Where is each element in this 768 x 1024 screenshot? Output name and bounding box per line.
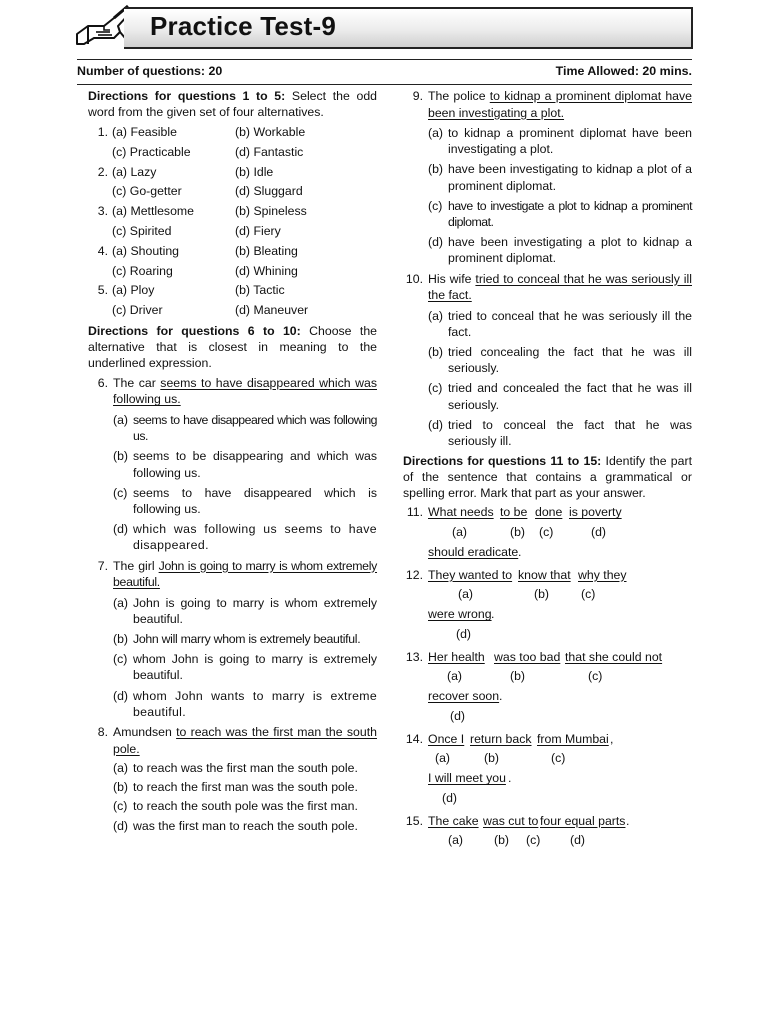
part-letter: (d): [450, 708, 466, 723]
sentence-end: .: [626, 813, 630, 828]
question-text: Amundsen: [113, 725, 177, 740]
sentence-part: were wrong: [428, 607, 492, 622]
option: [88, 448, 377, 480]
option-text: was the first man to reach the south pole.: [133, 818, 358, 833]
sentence-part: that she could not: [565, 649, 663, 664]
option: [403, 380, 692, 412]
part-letters: [428, 524, 692, 544]
option: (d) Maneuver: [235, 303, 309, 318]
part-letter: (c): [539, 524, 554, 539]
sentence-part: They wanted to: [428, 567, 513, 582]
option: (a) Feasible: [112, 125, 177, 139]
sentence-part: Her health: [428, 649, 485, 664]
time-allowed: Time Allowed: 20 mins.: [555, 64, 692, 78]
option: (b) Workable: [235, 125, 306, 139]
question-number: 8.: [97, 725, 108, 740]
part-letters: [428, 790, 692, 810]
question-text: His wife: [428, 271, 476, 286]
page-header: [74, 4, 692, 46]
option-letter: (b): [113, 780, 129, 795]
odd-row: [88, 242, 377, 262]
option-letter: (b): [113, 632, 129, 646]
option: (d) Whining: [235, 263, 298, 278]
odd-row: [88, 143, 377, 163]
sentence-comma: ,: [610, 731, 614, 746]
option-text: tried to conceal that he was seriously ill the fact.: [448, 308, 692, 339]
sentence-end: .: [491, 607, 495, 622]
part-letter: (b): [494, 833, 510, 848]
sentence-line: [428, 606, 692, 626]
option: [88, 818, 377, 834]
option: (c) Roaring: [112, 263, 173, 278]
num-questions: Number of questions: 20: [77, 64, 223, 78]
directions-6-10: [88, 323, 377, 371]
option: (c) Practicable: [112, 144, 191, 159]
part-letter: (c): [526, 833, 541, 848]
question-15: [403, 813, 692, 853]
question-number: 6.: [97, 375, 108, 390]
option: (c) Spirited: [112, 223, 172, 238]
part-letter: (b): [510, 669, 526, 684]
option: (c) Driver: [112, 303, 163, 318]
question-text: The car: [113, 375, 161, 390]
option: [88, 412, 377, 444]
part-letter: (b): [484, 751, 500, 766]
option: (b) Idle: [235, 164, 274, 179]
sentence-end: .: [508, 771, 512, 786]
option: [88, 631, 377, 647]
question-number: 7.: [97, 558, 108, 573]
option: [88, 779, 377, 795]
sentence-part: four equal parts: [540, 813, 626, 828]
odd-row: [88, 202, 377, 222]
question-number: 2.: [97, 164, 108, 179]
option-letter: (b): [113, 449, 129, 464]
directions-heading: Directions for questions 11 to 15:: [403, 454, 602, 469]
question-number: 15.: [405, 813, 423, 828]
option-letter: (a): [113, 412, 129, 427]
sentence-part: know that: [518, 567, 571, 582]
option: (b) Bleating: [235, 243, 298, 258]
directions-1-5: [88, 88, 377, 120]
option: (d) Sluggard: [235, 184, 303, 199]
sentence-part: return back: [470, 731, 532, 746]
question-number: 1.: [97, 125, 108, 139]
question-11: [403, 504, 692, 564]
option-text: to kidnap a prominent diplomat have been investigating a plot.: [448, 126, 692, 157]
part-letter: (c): [581, 587, 596, 602]
option: (a) Mettlesome: [112, 204, 195, 219]
directions-text: Identify the part of the sentence that contains a grammatical or spelling error. Mark that part as your answer.: [403, 454, 692, 501]
option-text: whom John is going to marry is extremely beautiful.: [133, 652, 377, 683]
option-letter: (d): [113, 522, 129, 537]
option: (d) Fiery: [235, 223, 281, 238]
sentence-line: [428, 649, 692, 669]
option: [88, 798, 377, 814]
underlined-expression: John is going to marry is whom extremely beautiful.: [113, 558, 378, 590]
odd-row: [88, 262, 377, 282]
option-text: to reach the first man was the south pole.: [133, 780, 358, 795]
sentence-part: is poverty: [569, 505, 622, 520]
question-text: The girl: [113, 558, 159, 573]
question-number: 3.: [97, 204, 108, 219]
part-letters: [428, 832, 692, 852]
part-letters: [428, 668, 692, 688]
option-letter: (c): [428, 198, 443, 213]
underlined-expression: tried to conceal that he was seriously ill the fact.: [428, 271, 692, 303]
directions-text: Select the odd word from the given set of four alternatives.: [88, 89, 377, 119]
option-text: have to investigate a plot to kidnap a prominent diplomat.: [448, 198, 692, 230]
sentence-line: [428, 688, 692, 708]
option-letter: (d): [428, 235, 444, 250]
option-text: to reach was the first man the south pole.: [133, 761, 358, 776]
sentence-part: was too bad: [494, 649, 561, 664]
sentence-end: .: [499, 689, 503, 704]
part-letter: (a): [452, 524, 468, 539]
part-letter: (d): [570, 833, 586, 848]
right-column: [403, 88, 692, 852]
option-letter: (b): [428, 162, 444, 177]
option-letter: (c): [113, 799, 128, 814]
question-13: [403, 649, 692, 728]
option: (d) Fantastic: [235, 144, 304, 159]
part-letter: (c): [588, 669, 603, 684]
question-number: 14.: [405, 731, 423, 746]
sentence-line: [428, 544, 692, 564]
question-number: 9.: [412, 89, 423, 103]
option: [88, 688, 377, 720]
option: (a) Shouting: [112, 243, 179, 258]
option-letter: (a): [428, 308, 444, 323]
sentence-line: [428, 813, 692, 833]
question-10: [403, 271, 692, 304]
option-letter: (a): [113, 595, 129, 610]
directions-11-15: [403, 453, 692, 501]
directions-heading: Directions for questions 6 to 10:: [88, 323, 301, 338]
option: [403, 308, 692, 340]
option: [88, 760, 377, 776]
part-letters: [428, 750, 692, 770]
option: (a) Ploy: [112, 283, 155, 298]
part-letter: (b): [534, 587, 550, 602]
sentence-part: I will meet you: [428, 771, 506, 786]
option-letter: (d): [113, 818, 129, 833]
directions-heading: Directions for questions 1 to 5:: [88, 89, 286, 103]
underlined-expression: to kidnap a prominent diplomat have been investigating a plot.: [428, 89, 692, 120]
sentence-line: [428, 770, 692, 790]
sentence-part: recover soon: [428, 689, 500, 704]
option: [403, 198, 692, 230]
part-letter: (c): [551, 751, 566, 766]
option-text: whom John wants to marry is extreme beautiful.: [133, 688, 377, 719]
sentence-line: [428, 567, 692, 587]
odd-word-list: [88, 123, 377, 321]
sentence-part: why they: [578, 567, 627, 582]
question-number: 10.: [405, 271, 423, 286]
option-letter: (a): [428, 126, 444, 140]
part-letter: (b): [510, 524, 526, 539]
option: [403, 161, 692, 193]
option: (b) Tactic: [235, 283, 285, 298]
sentence-part: to be: [500, 505, 528, 520]
option-letter: (b): [428, 345, 444, 360]
question-8: [88, 724, 377, 757]
part-letter: (d): [591, 524, 607, 539]
option-letter: (c): [113, 652, 128, 667]
question-9: [403, 88, 692, 121]
sentence-end: .: [518, 544, 522, 559]
option-text: John is going to marry is whom extremely beautiful.: [133, 595, 377, 626]
option: [88, 651, 377, 683]
sentence-line: [428, 504, 692, 524]
option-text: tried and concealed the fact that he was ill seriously.: [448, 381, 692, 412]
option-text: tried concealing the fact that he was ill seriously.: [448, 345, 692, 376]
underlined-expression: to reach was the first man the south pole.: [113, 725, 377, 756]
option: (c) Go-getter: [112, 184, 182, 199]
sentence-part: done: [535, 505, 563, 520]
option-letter: (c): [113, 485, 128, 500]
odd-row: [88, 281, 377, 301]
option-text: to reach the south pole was the first man.: [133, 799, 358, 814]
option-text: have been investigating to kidnap a plot of a prominent diplomat.: [448, 162, 692, 193]
option: (a) Lazy: [112, 164, 157, 179]
question-number: 4.: [97, 243, 108, 258]
option: [403, 125, 692, 157]
odd-row: [88, 123, 377, 143]
part-letters: [428, 708, 692, 728]
part-letters: [428, 586, 692, 606]
option: [403, 417, 692, 449]
part-letter: (a): [435, 751, 451, 766]
option-text: seems to have disappeared which is following us.: [133, 485, 377, 516]
odd-row: [88, 163, 377, 183]
odd-row: [88, 301, 377, 321]
option: (b) Spineless: [235, 204, 307, 219]
option-letter: (a): [113, 761, 129, 776]
option: [88, 521, 377, 553]
option-text: tried to conceal the fact that he was seriously ill.: [448, 417, 692, 449]
sentence-part: should eradicate: [428, 544, 519, 559]
sentence-line: [428, 731, 692, 751]
sentence-part: The cake: [428, 813, 479, 828]
sentence-part: was cut to: [483, 813, 539, 828]
option-text: which was following us seems to have disappeared.: [133, 522, 377, 553]
part-letter: (d): [456, 626, 472, 641]
question-text: The police: [428, 89, 490, 103]
question-number: 11.: [406, 505, 423, 520]
question-12: [403, 567, 692, 646]
option: [403, 344, 692, 376]
question-number: 13.: [405, 649, 423, 664]
question-7: [88, 558, 377, 591]
option-text: John will marry whom is extremely beautiful.: [133, 632, 361, 646]
question-number: 5.: [97, 283, 108, 298]
underlined-expression: seems to have disappeared which was following us.: [113, 375, 377, 407]
option-letter: (d): [113, 688, 129, 703]
option-letter: (d): [428, 417, 444, 432]
question-6: [88, 375, 377, 408]
test-meta: [77, 59, 692, 85]
odd-row: [88, 222, 377, 242]
question-14: [403, 731, 692, 810]
page-title: Practice Test-9: [150, 11, 337, 41]
part-letter: (a): [448, 833, 464, 848]
option: [88, 485, 377, 517]
question-number: 12.: [405, 567, 423, 582]
option-text: seems to be disappearing and which was following us.: [133, 449, 377, 480]
option: [88, 595, 377, 627]
odd-row: [88, 182, 377, 202]
option-text: seems to have disappeared which was following us.: [133, 412, 377, 444]
part-letter: (a): [447, 669, 463, 684]
option-text: have been investigating a plot to kidnap a prominent diplomat.: [448, 235, 692, 266]
sentence-part: What needs: [428, 505, 494, 520]
option: [403, 234, 692, 266]
option-letter: (c): [428, 381, 443, 396]
part-letters: [428, 626, 692, 646]
sentence-part: from Mumbai: [537, 731, 609, 746]
sentence-part: Once I: [428, 731, 465, 746]
directions-text: Choose the alternative that is closest in meaning to the underlined expression.: [88, 323, 377, 370]
part-letter: (a): [458, 587, 474, 602]
left-column: [88, 88, 377, 834]
part-letter: (d): [442, 790, 458, 805]
